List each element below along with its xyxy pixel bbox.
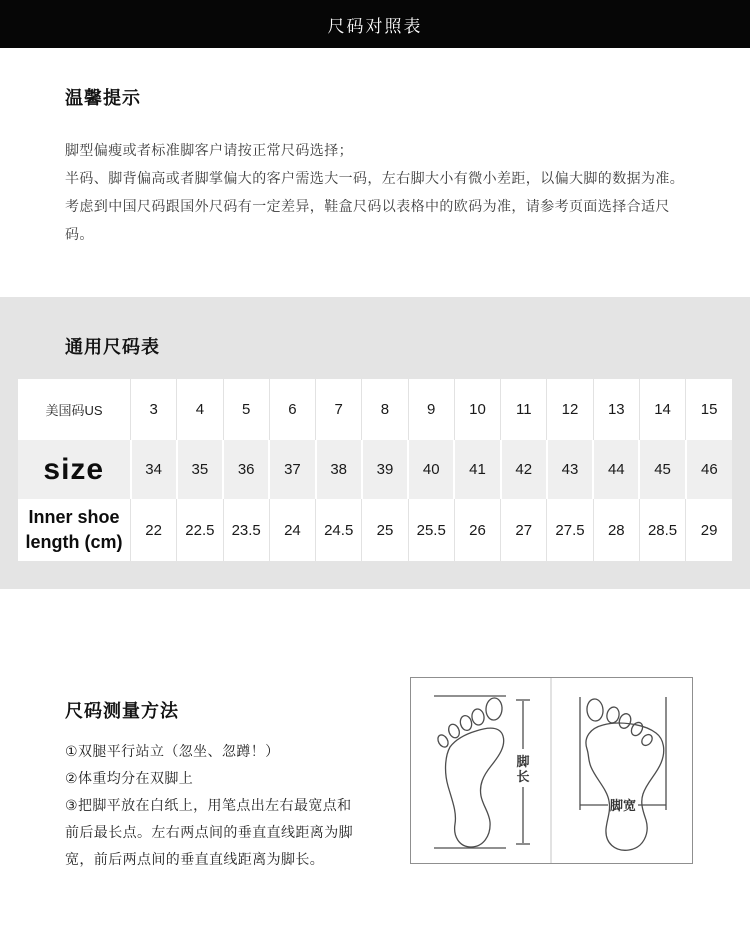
table-cell: 3	[131, 379, 177, 440]
table-cell: 10	[454, 379, 500, 440]
table-cell: 27.5	[547, 499, 593, 561]
foot-measure-diagram	[410, 677, 693, 864]
tips-line-1: 脚型偏瘦或者标准脚客户请按正常尺码选择；	[65, 142, 353, 158]
table-cell: 23.5	[223, 499, 269, 561]
tips-section	[0, 48, 750, 297]
row-label-us: 美国码US	[45, 403, 103, 418]
table-cell: 25	[362, 499, 408, 561]
table-cell: 25.5	[408, 499, 454, 561]
table-cell: 29	[686, 499, 732, 561]
table-cell: 6	[269, 379, 315, 440]
table-cell: 40	[408, 440, 454, 499]
table-row-cm	[18, 499, 732, 561]
measurement-title: 尺码测量方法	[65, 701, 179, 721]
table-row-us	[18, 379, 732, 440]
table-cell: 14	[639, 379, 685, 440]
foot-width-label: 脚宽	[609, 798, 637, 813]
table-cell: 35	[177, 440, 223, 499]
table-cell: 12	[547, 379, 593, 440]
table-cell: 39	[362, 440, 408, 499]
table-cell: 28.5	[639, 499, 685, 561]
tips-title: 温馨提示	[65, 88, 141, 108]
table-cell: 36	[223, 440, 269, 499]
measurement-step-1: ①双腿平行站立（忽坐、忽蹲！）	[65, 743, 280, 759]
row-label-inner-length: Inner shoe length (cm)	[25, 506, 123, 552]
table-cell: 8	[362, 379, 408, 440]
table-cell: 15	[686, 379, 732, 440]
page-header	[0, 0, 750, 48]
table-cell: 9	[408, 379, 454, 440]
size-chart-title: 通用尺码表	[65, 337, 160, 357]
foot-diagram-svg	[410, 677, 693, 864]
row-label-size: size	[43, 452, 105, 486]
table-cell: 37	[269, 440, 315, 499]
table-cell: 43	[547, 440, 593, 499]
table-cell: 46	[686, 440, 732, 499]
table-cell: 42	[501, 440, 547, 499]
table-cell: 22	[131, 499, 177, 561]
table-cell: 24.5	[316, 499, 362, 561]
measurement-step-3: ③把脚平放在白纸上，用笔点出左右最宽点和前后最长点。左右两点间的垂直直线距离为脚宽，前后两点间的垂直直线距离为脚长。	[65, 797, 353, 867]
table-cell: 34	[131, 440, 177, 499]
measurement-instructions	[0, 589, 395, 873]
table-cell: 28	[593, 499, 639, 561]
page-title: 尺码对照表	[327, 16, 423, 36]
foot-length-label: 脚	[516, 754, 530, 769]
table-cell: 41	[454, 440, 500, 499]
foot-length-label-2: 长	[516, 769, 530, 784]
measurement-section	[0, 589, 750, 937]
table-cell: 38	[316, 440, 362, 499]
table-cell: 27	[501, 499, 547, 561]
table-cell: 44	[593, 440, 639, 499]
table-cell: 4	[177, 379, 223, 440]
table-cell: 22.5	[177, 499, 223, 561]
size-table	[18, 379, 732, 561]
table-cell: 7	[316, 379, 362, 440]
table-cell: 5	[223, 379, 269, 440]
table-cell: 24	[269, 499, 315, 561]
table-cell: 45	[639, 440, 685, 499]
table-cell: 13	[593, 379, 639, 440]
table-row-eu	[18, 440, 732, 499]
measurement-step-2: ②体重均分在双脚上	[65, 770, 194, 786]
size-chart-section	[0, 297, 750, 589]
table-cell: 11	[501, 379, 547, 440]
table-cell: 26	[454, 499, 500, 561]
tips-line-2: 半码、脚背偏高或者脚掌偏大的客户需选大一码，左右脚大小有微小差距，以偏大脚的数据为准。考虑到中国尺码跟国外尺码有一定差异，鞋盒尺码以表格中的欧码为准，请参考页面选择合适尺码。	[65, 170, 685, 242]
